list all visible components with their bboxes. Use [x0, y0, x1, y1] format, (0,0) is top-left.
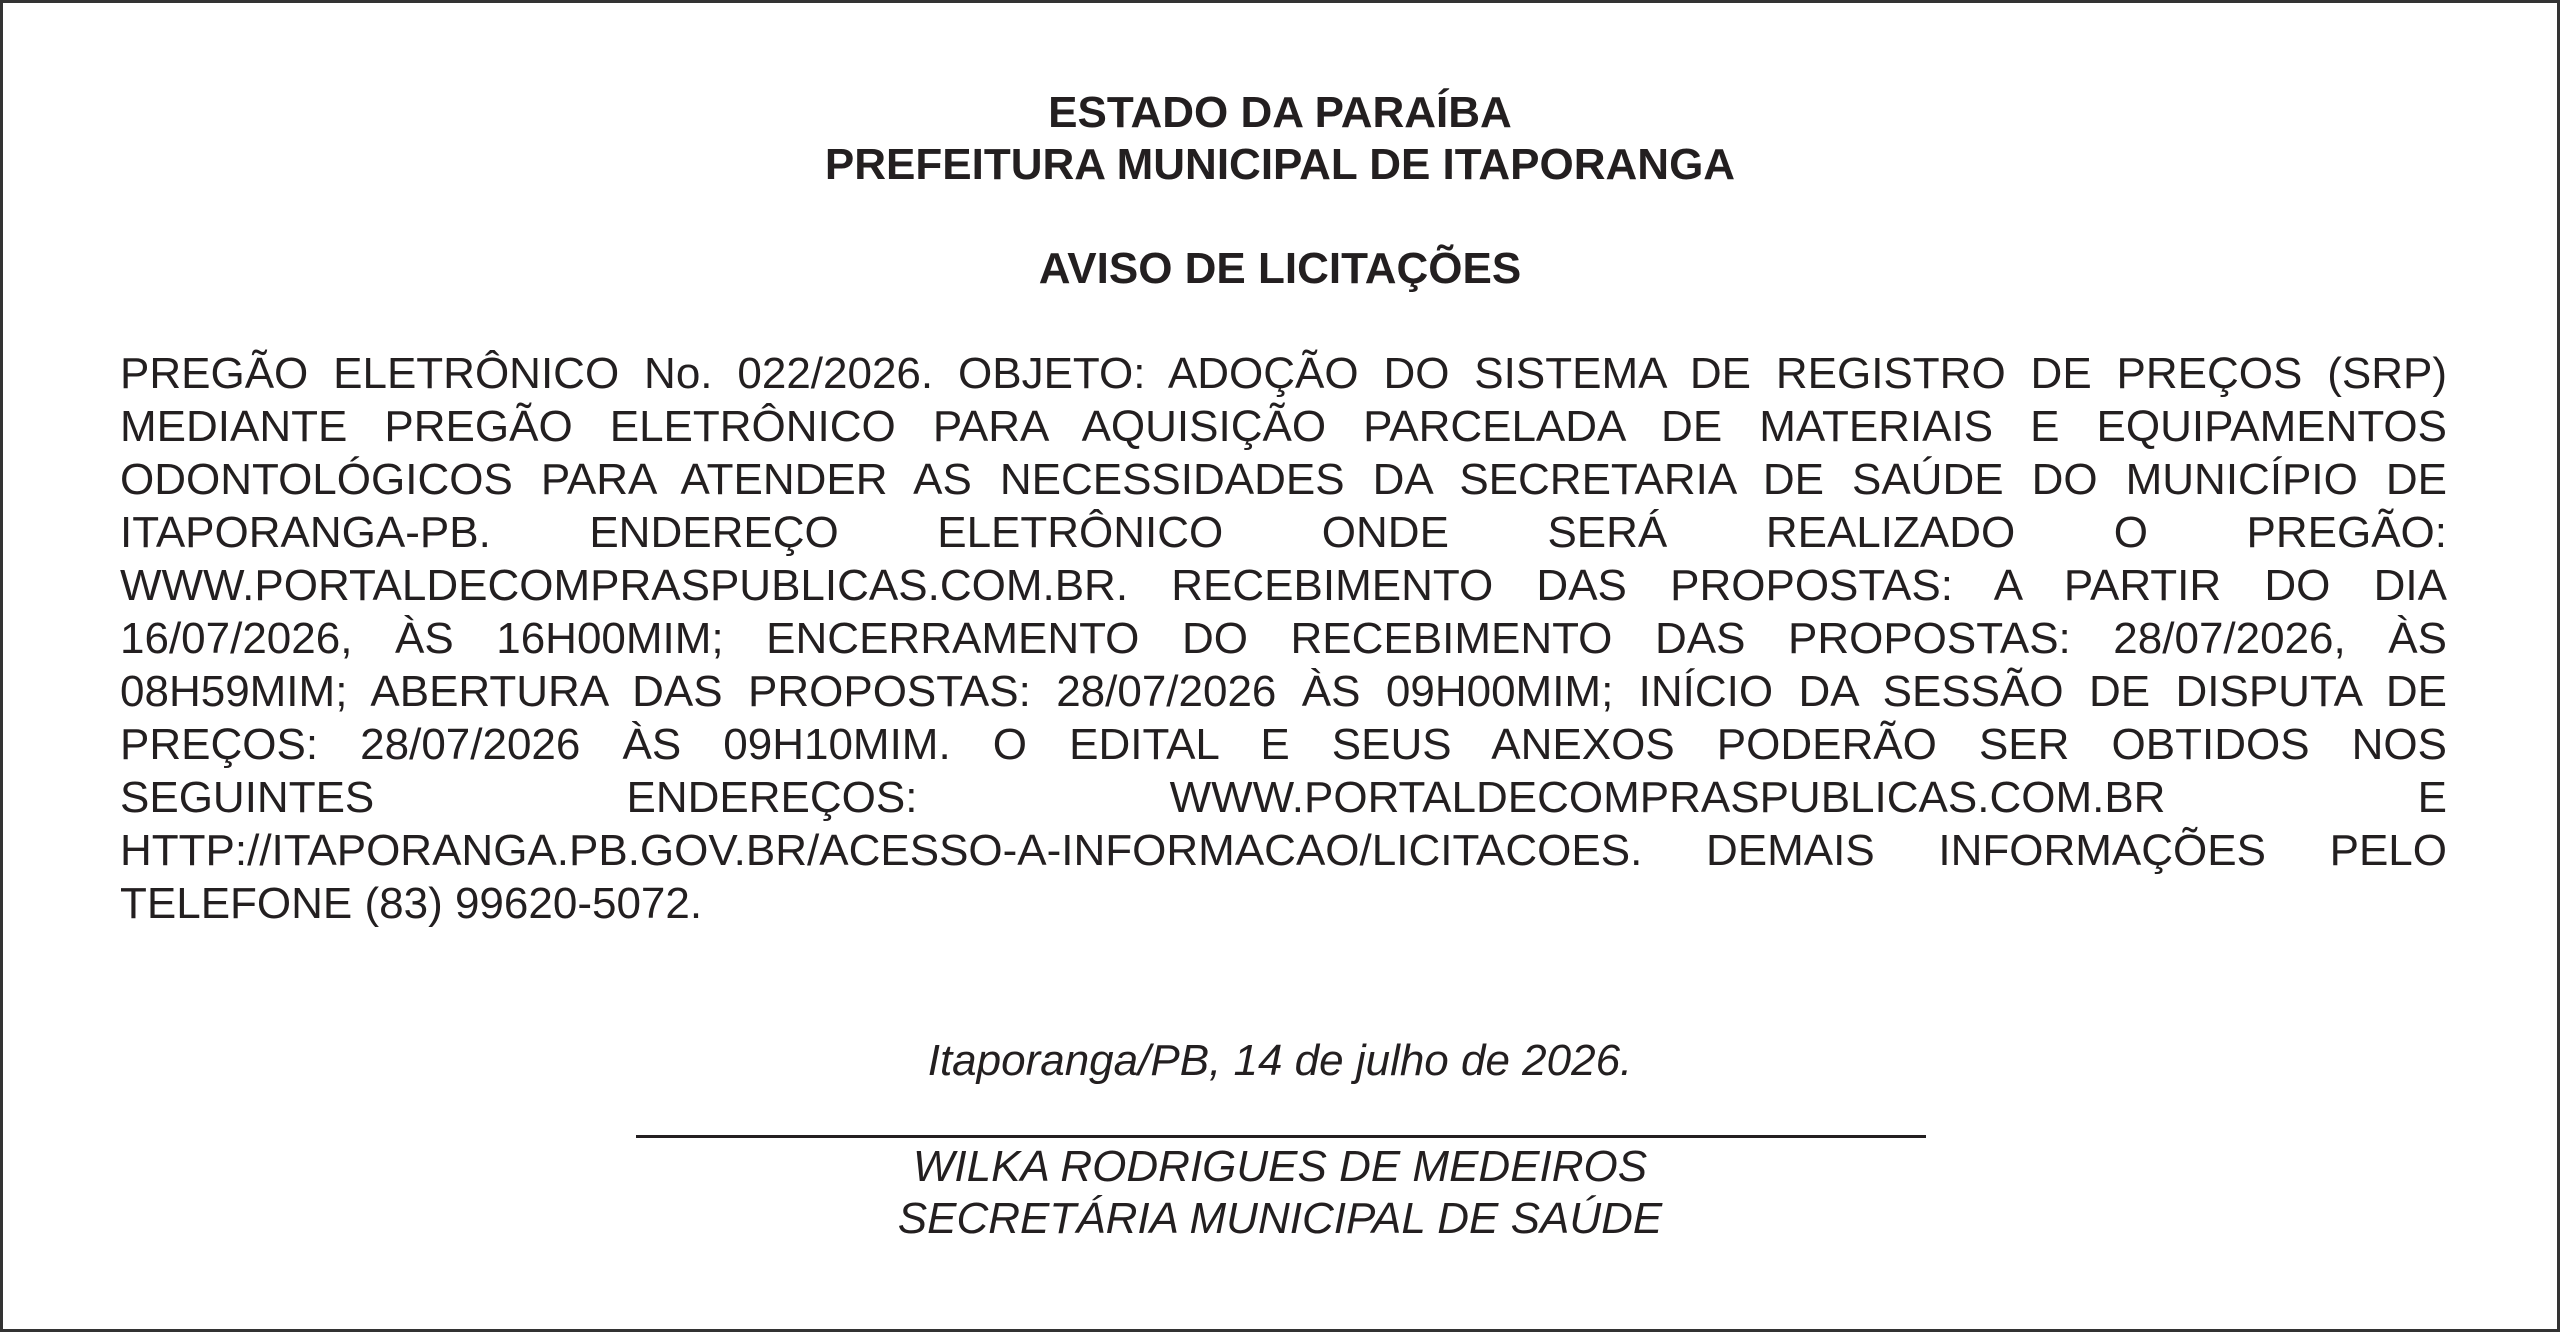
body-line: 08H59MIM; ABERTURA DAS PROPOSTAS: 28/07/2026 ÀS 09H00MIM; INÍCIO DA SESSÃO DE DISPUTA DE — [120, 667, 2447, 716]
body-line: WWW.PORTALDECOMPRASPUBLICAS.COM.BR. RECEBIMENTO DAS PROPOSTAS: A PARTIR DO DIA — [120, 561, 2447, 610]
body-line: PREGÃO ELETRÔNICO No. 022/2026. OBJETO: ADOÇÃO DO SISTEMA DE REGISTRO DE PREÇOS (SRP) — [120, 349, 2447, 398]
signer-name: WILKA RODRIGUES DE MEDEIROS — [912, 1142, 1648, 1191]
body-line: 16/07/2026, ÀS 16H00MIM; ENCERRAMENTO DO RECEBIMENTO DAS PROPOSTAS: 28/07/2026, ÀS — [120, 614, 2447, 663]
body-line: ITAPORANGA-PB. ENDEREÇO ELETRÔNICO ONDE SERÁ REALIZADO O PREGÃO: — [120, 508, 2447, 557]
place-date: Itaporanga/PB, 14 de julho de 2026. — [927, 1036, 1633, 1085]
header — [3, 87, 2557, 191]
state-heading: ESTADO DA PARAÍBA — [1048, 88, 1512, 137]
signer-block — [3, 1141, 2557, 1245]
signer-title: SECRETÁRIA MUNICIPAL DE SAÚDE — [897, 1194, 1663, 1243]
municipality-heading: PREFEITURA MUNICIPAL DE ITAPORANGA — [824, 140, 1736, 189]
body-line: TELEFONE (83) 99620-5072. — [120, 879, 703, 928]
body-line: ODONTOLÓGICOS PARA ATENDER AS NECESSIDADES DA SECRETARIA DE SAÚDE DO MUNICÍPIO DE — [120, 455, 2447, 504]
body-line: SEGUINTES ENDEREÇOS: WWW.PORTALDECOMPRASPUBLICAS.COM.BR E — [120, 773, 2447, 822]
signature-line — [636, 1135, 1926, 1138]
body-line: HTTP://ITAPORANGA.PB.GOV.BR/ACESSO-A-INFORMACAO/LICITACOES. DEMAIS INFORMAÇÕES PELO — [120, 826, 2447, 875]
notice-title: AVISO DE LICITAÇÕES — [1038, 244, 1522, 293]
notice-body — [120, 347, 2447, 930]
body-line: MEDIANTE PREGÃO ELETRÔNICO PARA AQUISIÇÃO PARCELADA DE MATERIAIS E EQUIPAMENTOS — [120, 402, 2447, 451]
body-line: PREÇOS: 28/07/2026 ÀS 09H10MIM. O EDITAL E SEUS ANEXOS PODERÃO SER OBTIDOS NOS — [120, 720, 2447, 769]
